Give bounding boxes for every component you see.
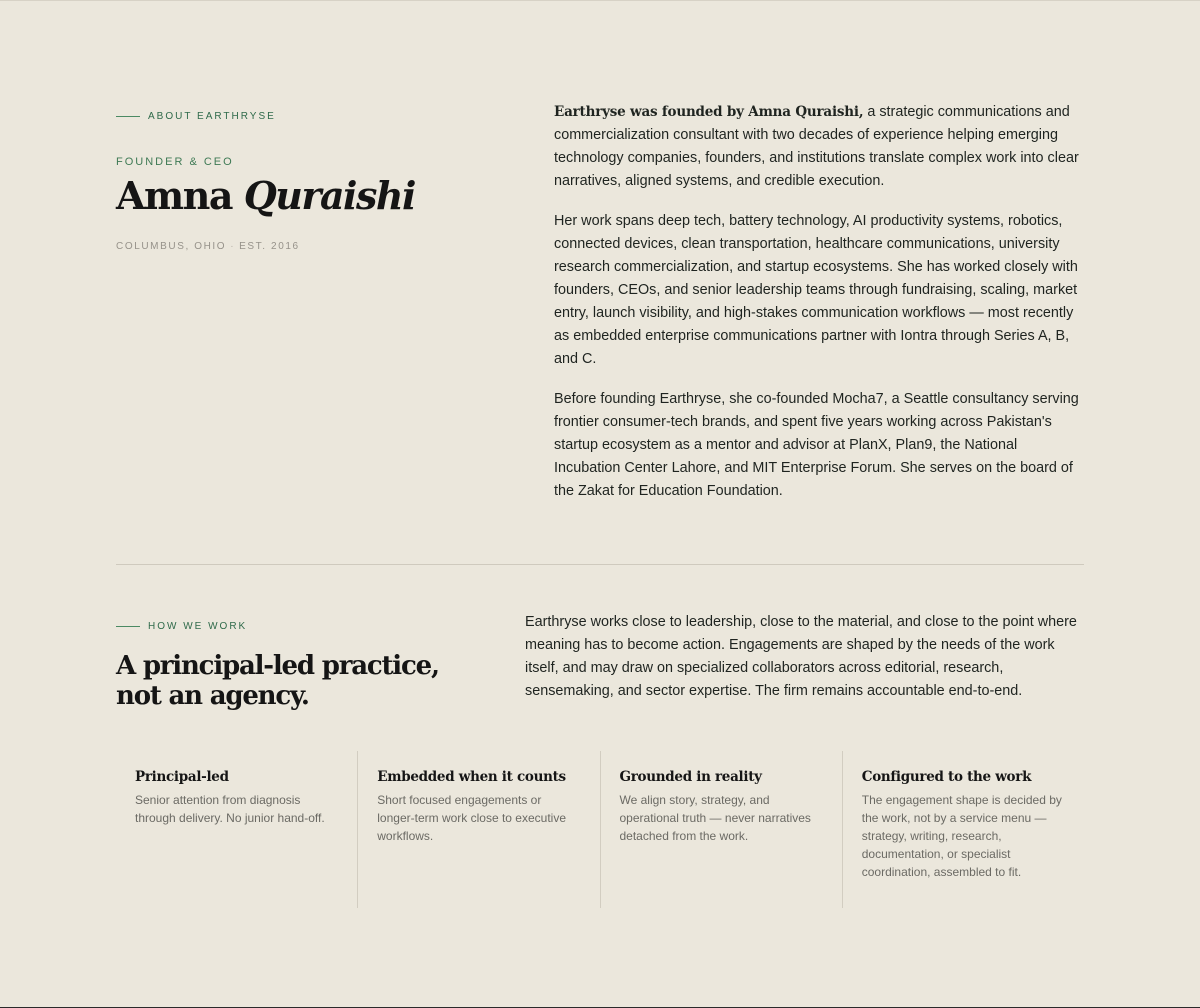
how-description: Earthryse works close to leadership, close to the material, and close to the point where meaning has to become action. Engagements are shaped by the needs of the work itself, and may draw on specialized collaborators across editorial, research, sensemaking, and sector expertise. The firm remains accountable end-to-end. — [525, 614, 1077, 699]
bio-paragraph-1-text: a strategic communications and commercialization consultant with two decades of experience helping emerging technology companies, founders, and institutions translate complex work into clear narratives, aligned systems, and credible execution. — [554, 104, 1079, 189]
pillar-title: Grounded in reality — [619, 769, 762, 785]
how-we-work-section — [116, 611, 1084, 911]
pillar-text: Senior attention from diagnosis through delivery. No junior hand-off. — [135, 793, 325, 825]
how-eyebrow — [116, 621, 247, 632]
pillars-grid — [116, 751, 1084, 908]
pillar-text: Short focused engagements or longer-term work close to executive workflows. — [377, 793, 566, 843]
pillar-title: Principal-led — [135, 769, 229, 785]
bio-paragraph-1 — [554, 101, 1086, 193]
founder-role: FOUNDER & CEO — [116, 156, 234, 168]
founder-meta — [116, 241, 300, 252]
eyebrow-rule — [116, 116, 140, 117]
pillar-title: Configured to the work — [861, 769, 1032, 785]
pillar-text: We align story, strategy, and operational truth — never narratives detached from the work. — [619, 793, 811, 843]
about-eyebrow — [116, 111, 276, 122]
about-eyebrow-label: ABOUT EARTHRYSE — [148, 111, 276, 122]
how-heading: A principal-led practice, not an agency. — [116, 651, 439, 711]
eyebrow-rule — [116, 626, 140, 627]
about-section — [116, 101, 1084, 521]
pillar-text: The engagement shape is decided by the work, not by a service menu — strategy, writing, research, documentation, or specialist coordination, assembled to fit. — [861, 793, 1062, 879]
section-divider — [116, 564, 1084, 565]
founder-bio — [554, 101, 1086, 520]
founder-last-name: Quraishi — [243, 173, 415, 218]
bio-paragraph-2: Her work spans deep tech, battery technology, AI productivity systems, robotics, connected devices, clean transportation, healthcare communications, university research commercialization, and startup ecosystems. She has worked closely with founders, CEOs, and senior leadership teams through fundraising, scaling, market entry, launch visibility, and high-stakes communication workflows — most recently as embedded enterprise communications partner with Iontra through Series A, B, and C. — [554, 213, 1078, 367]
pillar-principal-led — [116, 751, 357, 908]
founder-first-name: Amna — [116, 173, 232, 218]
bio-lead: Earthryse was founded by Amna Quraishi, — [554, 104, 864, 120]
pillar-configured — [842, 751, 1084, 908]
founder-location: COLUMBUS, OHIO — [116, 241, 227, 252]
pillar-grounded — [600, 751, 842, 908]
founder-established: EST. 2016 — [239, 241, 300, 252]
pillar-embedded — [357, 751, 599, 908]
bio-paragraph-3: Before founding Earthryse, she co-founded Mocha7, a Seattle consultancy serving frontier consumer-tech brands, and spent five years working across Pakistan's startup ecosystem as a mentor and advisor at PlanX, Plan9, the National Incubation Center Lahore, and MIT Enterprise Forum. She serves on the board of the Zakat for Education Foundation. — [554, 391, 1079, 499]
pillar-title: Embedded when it counts — [377, 769, 566, 785]
meta-separator: · — [230, 241, 236, 252]
how-eyebrow-label: HOW WE WORK — [148, 621, 248, 632]
founder-name — [116, 173, 415, 218]
